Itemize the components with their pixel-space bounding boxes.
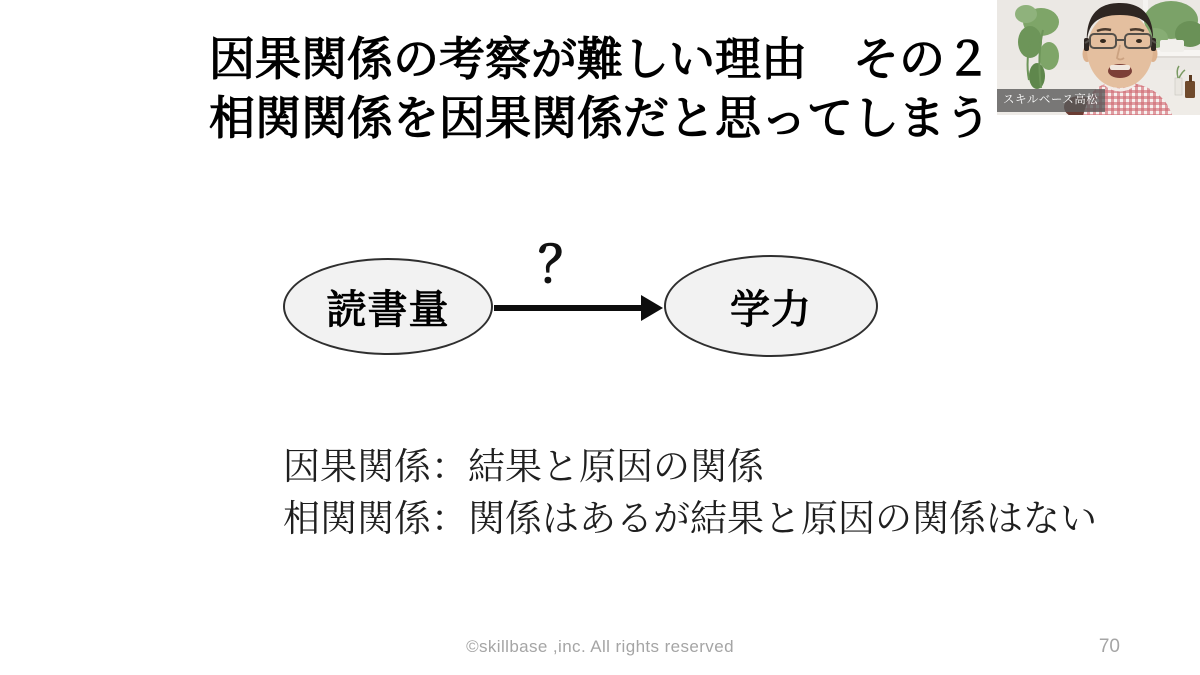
arrow-head-icon [641, 295, 663, 321]
participant-name-label: スキルベース高松 [997, 89, 1105, 112]
node-academic-ability-label: 学力 [730, 287, 812, 332]
definition-line-causal: 因果関係：結果と原因の関係 [283, 446, 764, 487]
presenter-teeth [1110, 65, 1130, 70]
presenter-eye-left [1100, 39, 1106, 43]
node-academic-ability [664, 255, 878, 357]
node-reading-amount [283, 258, 493, 355]
definition-line-correlation: 相関関係：関係はあるが結果と原因の関係はない [283, 497, 1097, 539]
title-line-2: 相関関係を因果関係だと思ってしまう [209, 91, 991, 144]
title-line-1: 因果関係の考察が難しい理由 その２ [209, 33, 991, 85]
node-reading-amount-label: 読書量 [326, 288, 450, 332]
copyright-text: ©skillbase ,inc. All rights reserved [466, 637, 734, 656]
question-mark-label: ？ [538, 237, 588, 293]
definition-text [283, 441, 1097, 545]
arrow-shaft [494, 305, 644, 311]
webcam-thumbnail[interactable] [997, 0, 1200, 115]
page-number: 70 [1098, 636, 1120, 657]
presenter-eye-right [1136, 39, 1142, 43]
